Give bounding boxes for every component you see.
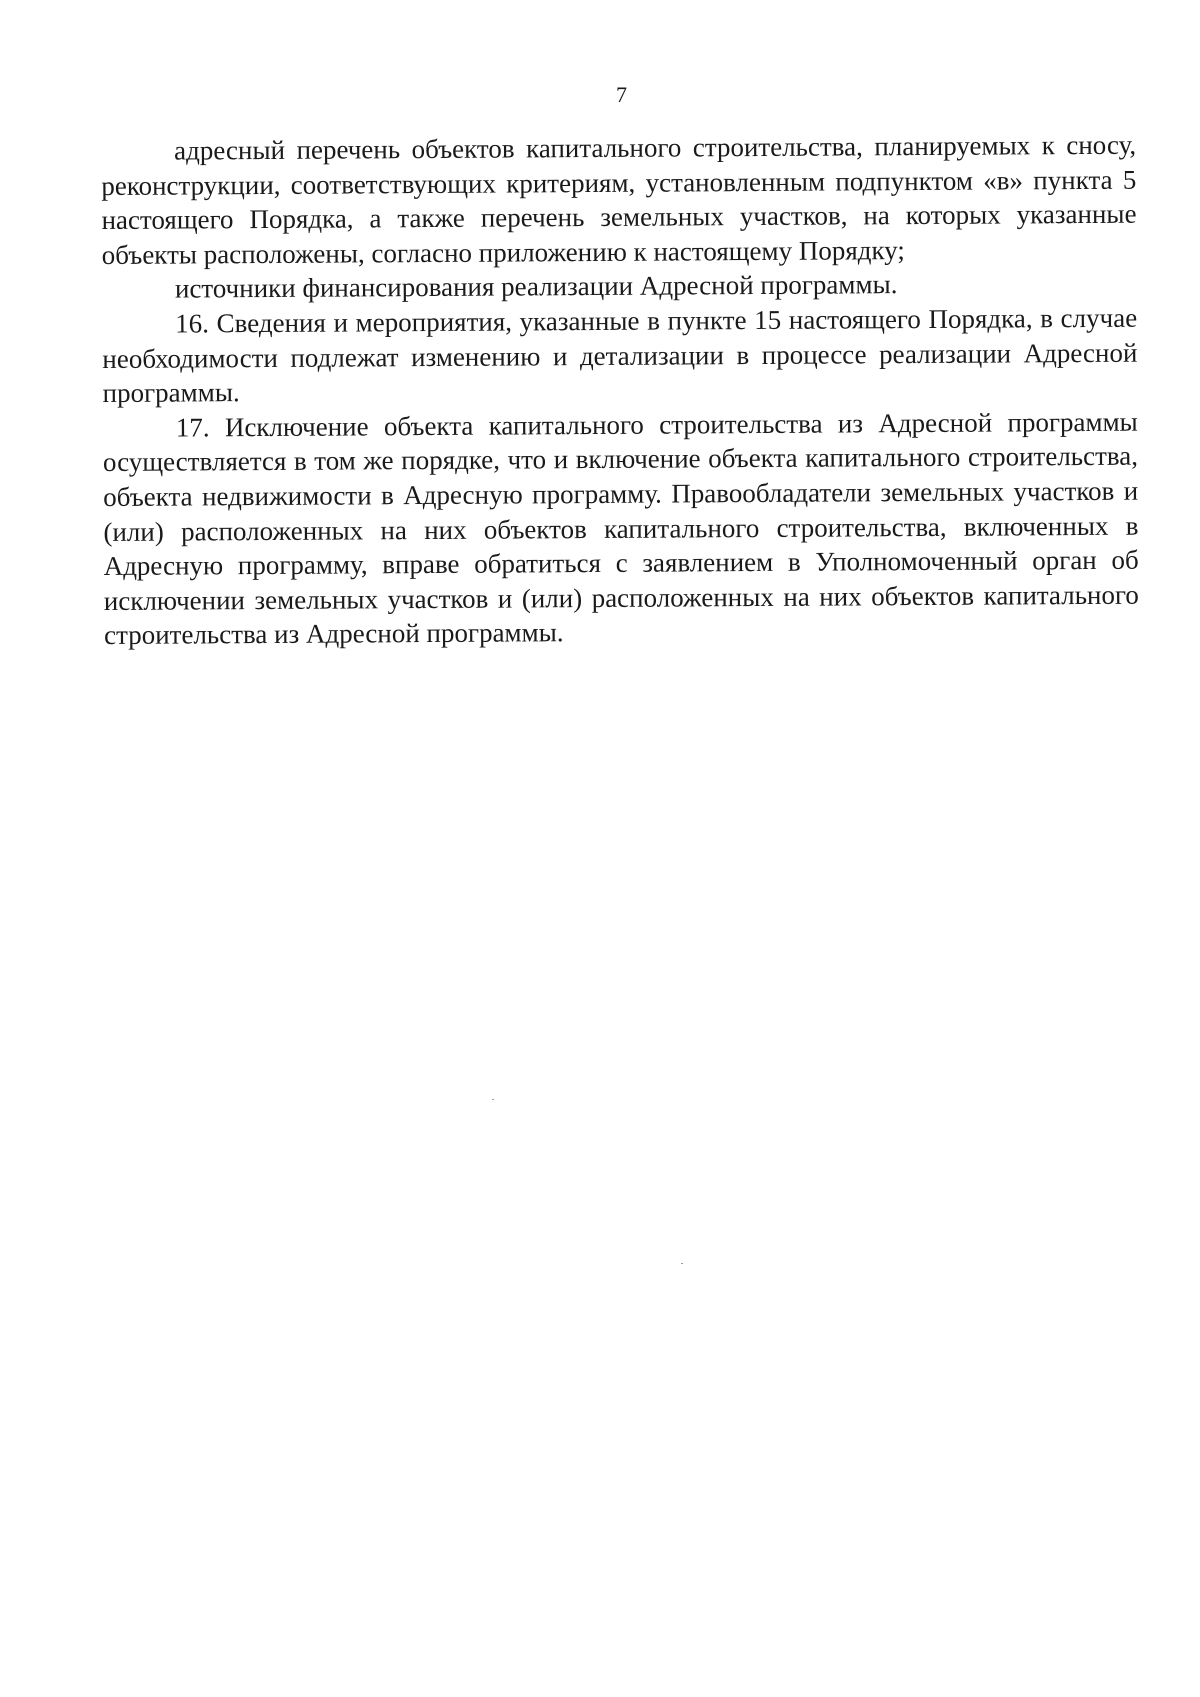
scan-speck — [492, 1099, 494, 1100]
paragraph-funding-sources: источники финансирования реализации Адресной программы. — [174, 269, 898, 304]
document-body — [101, 128, 1139, 653]
scan-speck — [681, 1263, 683, 1264]
paragraph-address-list: адресный перечень объектов капитального строительства, планируемых к сносу, реконструкции, соответствующих критериям, установленным подпунктом «в» пункта 5 настоящего Порядка, а также перечень земельных участков, на которых указанные объекты расположены, согласно приложению к настоящему Порядку; — [101, 129, 1137, 270]
page-number: 7 — [616, 82, 627, 107]
paragraph-clause-17: 17. Исключение объекта капитального строительства из Адресной программы осуществляется в том же порядке, что и включение объекта капитального строительства, объекта недвижимости в Адресную программу. Правообладатели земельных участков и (или) расположенных на них объектов капитального строительства, включенных в Адресную программу, вправе обратиться с заявлением в Уполномоченный орган об исключении земельных участков и (или) расположенных на них объектов капитального строительства из Адресной программы. — [102, 406, 1139, 651]
paragraph-clause-16: 16. Сведения и мероприятия, указанные в пункте 15 настоящего Порядка, в случае необходимости подлежат изменению и детализации в процессе реализации Адресной программы. — [102, 302, 1138, 409]
